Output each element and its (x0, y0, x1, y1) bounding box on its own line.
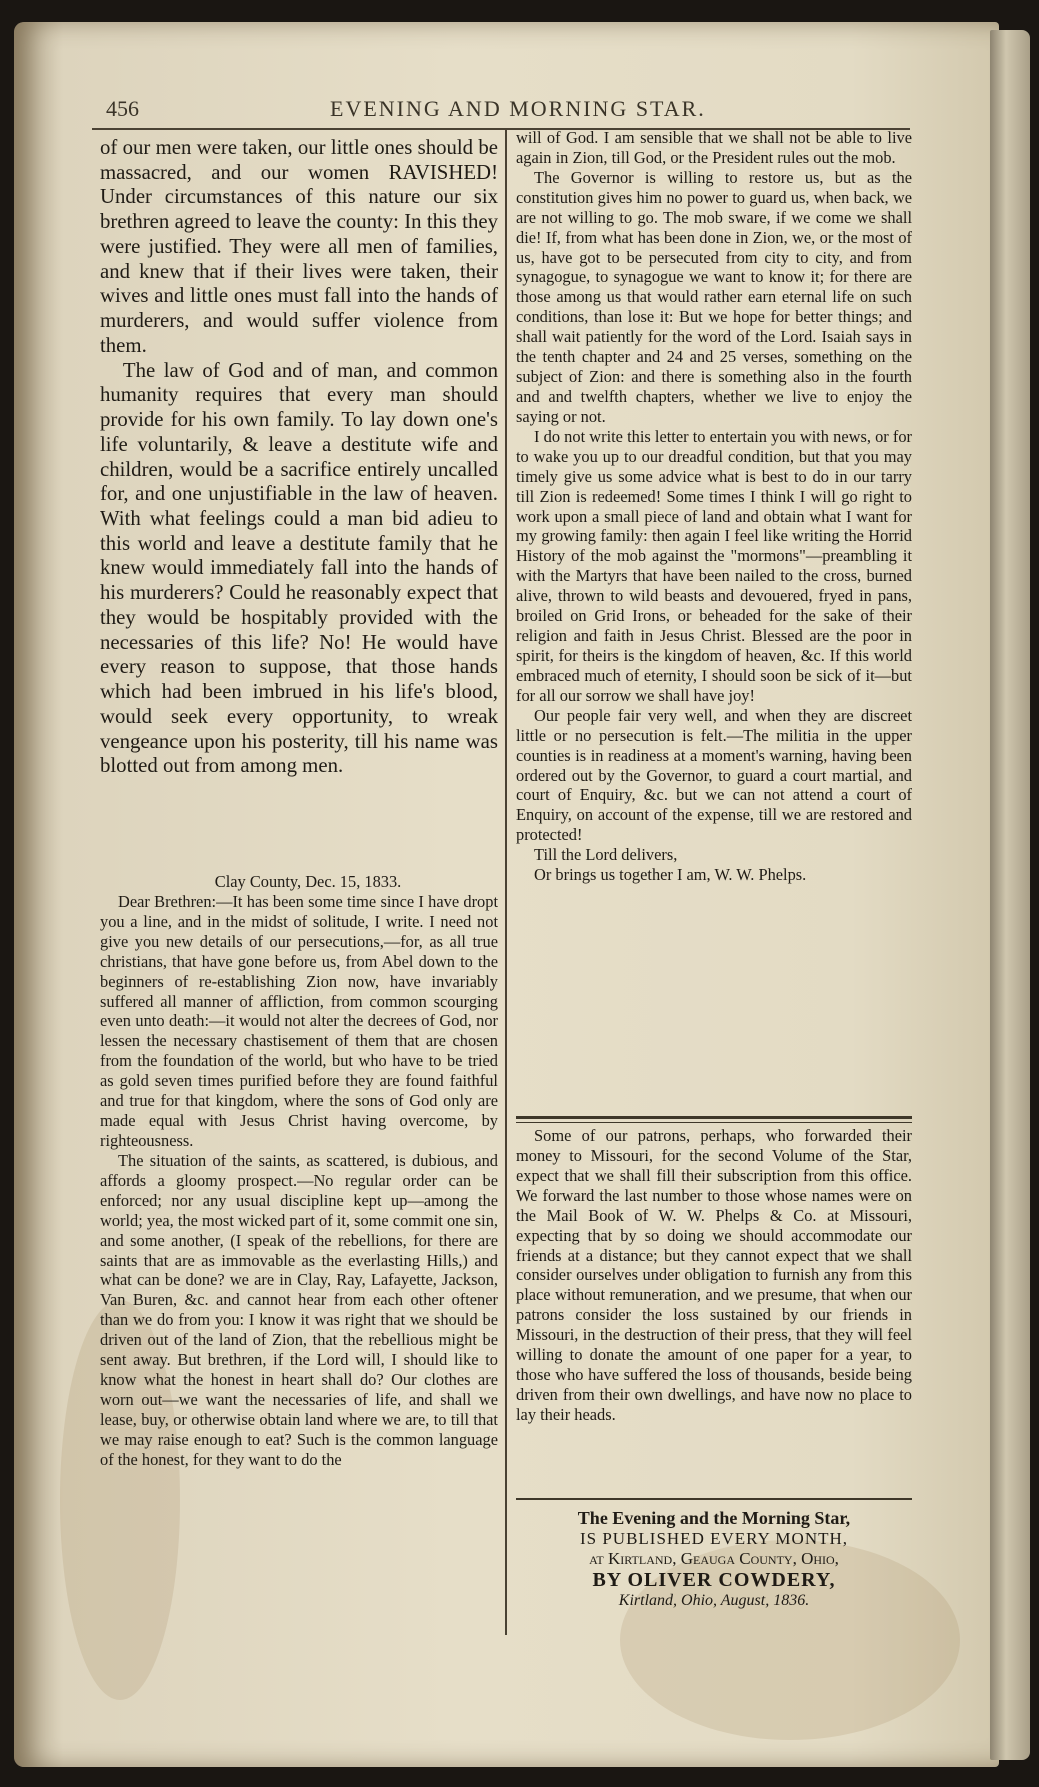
imprint-location: at Kirtland, Geauga County, Ohio, (589, 1549, 839, 1568)
publication-imprint (516, 1508, 912, 1610)
left-column-letter (100, 872, 498, 1470)
letter-signature: Or brings us together I am, W. W. Phelps. (534, 865, 807, 885)
subscription-notice (516, 1126, 912, 1425)
column-divider (505, 130, 507, 1635)
imprint-title: The Evening and the Morning Star, (577, 1508, 851, 1528)
next-page-edge (990, 30, 1030, 1760)
paragraph: The law of God and of man, and common humanity requires that every man should provide for his own family. To lay down one's life voluntarily, & leave a destitute wife and children, would be a sacrifice entirely uncalled for, and one unjustifiable in the law of heaven. With what feelings could a man bid adieu to this world and leave a destitute family that he knew would immediately fall into the hands of his murderers? Could he reasonably expect that they would be hospitably provided with the necessaries of this life? No! He would have every reason to suppose, that those hands which had been imbrued in his life's blood, would seek every opportunity, to wreak vengeance upon his posterity, till his name was blotted out from among men. (100, 358, 498, 778)
section-rule (516, 1122, 912, 1123)
paragraph: Our people fair very well, and when they are discreet little or no persecution is felt.—The militia in the upper counties is in readiness at a moment's warning, having been ordered out by the Governor, to guard a court martial, and court of Enquiry, &c. but we can not attend a court of Enquiry, on account of the expense, till we are restored and protected! (516, 705, 912, 845)
paragraph: will of God. I am sensible that we shall not be able to live again in Zion, till God, or the President rules out the mob. (516, 128, 912, 167)
left-column-large-type (100, 136, 498, 779)
paragraph: Some of our patrons, perhaps, who forwarded their money to Missouri, for the second Volume of the Star, expect that we shall fill their subscription from this office. We forward the last number to those whose names were on the Mail Book of W. W. Phelps & Co. at Missouri, expecting that by so doing we should accommodate our friends at a distance; but they cannot expect that we shall consider ourselves under obligation to furnish any from this place without remuneration, and we presume, that when our patrons consider the loss sustained by our friends in Missouri, in the destruction of their press, that they will feel willing to donate the amount of one paper for a year, to those who have suffered the loss of thousands, beside being driven from their own dwellings, and have now no place to lay their heads. (516, 1126, 912, 1424)
page-number: 456 (106, 96, 139, 121)
paragraph: of our men were taken, our little ones should be massacred, and our women RAVISHED! Under circumstances of this nature our six brethren agreed to leave the county: In this they were justified. They were all men of families, and knew that if their lives were taken, their wives and little ones must fall into the hands of murderers, and would suffer violence from them. (100, 136, 498, 357)
section-rule (516, 1116, 912, 1119)
paragraph: I do not write this letter to entertain you with news, or for to wake you up to our dreadful condition, but that you may timely give us some advice what is best to do in our tarry till Zion is redeemed! Some times I think I will go right to work upon a small piece of land and obtain what I want for my growing family: then again I feel like writing the Horrid History of the mob against the "mormons"—preambling it with the Martyrs that have been nailed to the cross, burned alive, thrown to wild beasts and devouered, fryed in pans, broiled on Grid Irons, or beheaded for the sake of their religion and faith in Jesus Christ. Blessed are the poor in spirit, for theirs is the kingdom of heaven, &c. If this world embraced much of eternity, I should soon be sick of it—but for all our sorrow we shall have joy! (516, 426, 912, 705)
imprint-date: Kirtland, Ohio, August, 1836. (618, 1592, 810, 1609)
running-title: EVENING AND MORNING STAR. (330, 96, 706, 121)
imprint-publisher: BY OLIVER COWDERY, (592, 1569, 836, 1591)
imprint-rule (516, 1498, 912, 1500)
letter-dateline: Clay County, Dec. 15, 1833. (214, 872, 402, 891)
imprint-frequency: IS PUBLISHED EVERY MONTH, (579, 1529, 849, 1548)
page-header (90, 96, 910, 126)
paragraph: The situation of the saints, as scattered, is dubious, and affords a gloomy prospect.—No regular order can be enforced; nor any usual discipline kept up—among the world; yea, the most wicked part of it, some commit one sin, and some another, (I speak of the rebellions, for there are saints that are as immovable as the everlasting Hills,) and what can be done? we are in Clay, Ray, Lafayette, Jackson, Van Buren, &c. and cannot hear from each other oftener than we do from you: I know it was right that we should be driven out of the land of Zion, that the rebellious might be sent away. But brethren, if the Lord will, I should like to know what the honest in heart shall do? Our clothes are worn out—we want the necessaries of life, and shall we lease, buy, or otherwise obtain land where we are, to till that we may raise enough to eat? Such is the common language of the honest, for they want to do the (100, 1150, 498, 1469)
right-column-letter (516, 128, 912, 885)
paragraph: Dear Brethren:—It has been some time since I have dropt you a line, and in the midst of solitude, I write. I need not give you new details of our persecutions,—for, as all true christians, that have gone before us, from Abel down to the beginners of re-establishing Zion now, have invariably suffered all manner of affliction, from common scourging even unto death:—it would not alter the decrees of God, nor lessen the necessary chastisement of them that are chosen from the foundation of the world, but who have to be tried as gold seven times purified before they are found faithful and true for that kingdom, where the sons of God only are made equal with Jesus Christ having overcome, by righteousness. (100, 891, 498, 1150)
letter-closing: Till the Lord delivers, (534, 845, 678, 865)
paragraph: The Governor is willing to restore us, but as the constitution gives him no power to guard us, when back, we are not willing to go. The mob sware, if we come we shall die! If, from what has been done in Zion, we, or the most of us, have got to be persecuted from city to city, and from synagogue, to synagogue we want to know it; for there are those among us that would rather earn eternal life on such conditions, than lose it: But we hope for better things; and shall wait patiently for the word of the Lord. Isaiah says in the tenth chapter and 24 and 25 verses, something on the subject of Zion: and there is something also in the fourth and and twelfth chapters, whether we live to enjoy the saying or not. (516, 167, 912, 426)
